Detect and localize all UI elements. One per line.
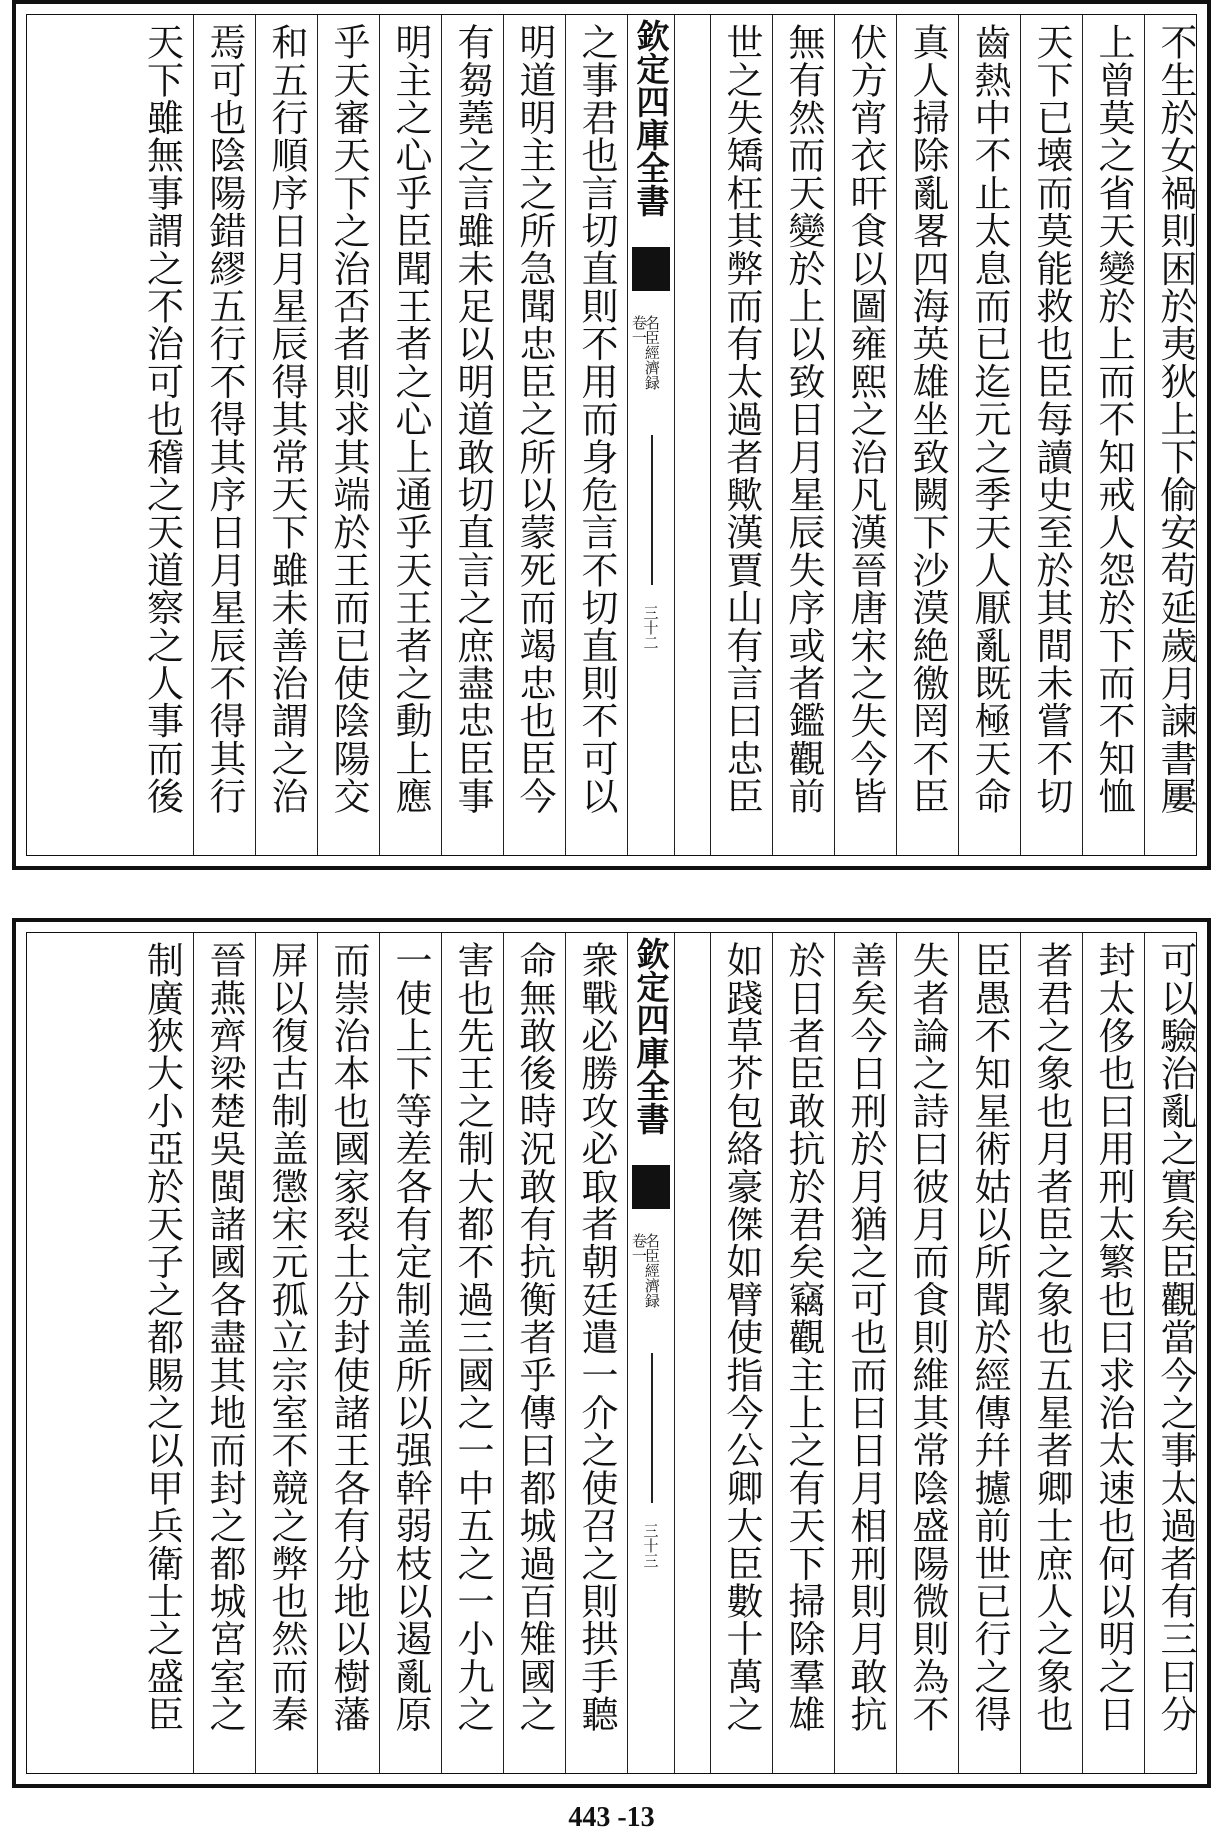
volume-label: 卷一 <box>629 1233 648 1263</box>
text-column <box>441 15 503 855</box>
center-spine <box>627 15 675 855</box>
lower-page-frame <box>26 932 1197 1774</box>
spine-divider <box>651 435 653 585</box>
text-column <box>255 15 317 855</box>
column-text: 明主之心乎臣聞王者之心上通乎天王者之動上應 <box>389 23 432 815</box>
text-column <box>503 933 565 1773</box>
text-column <box>317 15 379 855</box>
column-text: 制廣狹大小亞於天子之都賜之以甲兵衛士之盛臣 <box>140 941 184 1733</box>
page-number: 443 -13 <box>568 1802 655 1833</box>
spine-divider <box>651 1353 653 1503</box>
text-column <box>1020 15 1082 855</box>
text-column <box>565 15 627 855</box>
book-title: 名臣經濟録 <box>642 1233 661 1308</box>
column-text: 封太侈也曰用刑太繁也曰求治太速也何以明之日 <box>1092 941 1135 1733</box>
text-column <box>565 933 627 1773</box>
text-column <box>131 933 193 1773</box>
text-column <box>1020 933 1082 1773</box>
fish-tail-mark <box>632 1165 670 1209</box>
column-text: 天下已壊而莫能救也臣每讀史至於其間未嘗不切 <box>1030 23 1073 815</box>
text-column <box>896 933 958 1773</box>
column-text: 而崇治本也國家裂土分封使諸王各有分地以樹藩 <box>327 941 370 1733</box>
collection-title: 欽定四庫全書 <box>631 937 671 1135</box>
text-column <box>834 15 896 855</box>
text-column <box>193 15 255 855</box>
center-spine <box>627 933 675 1773</box>
text-column <box>896 15 958 855</box>
leaf-number: 三十三 <box>641 1523 660 1568</box>
text-column <box>441 933 503 1773</box>
text-column <box>379 15 441 855</box>
column-text: 不生於女禍則困於夷狄上下偷安苟延歲月諫書屢 <box>1154 23 1197 815</box>
text-column <box>379 933 441 1773</box>
text-column <box>772 933 834 1773</box>
upper-page <box>12 0 1211 870</box>
text-column <box>255 933 317 1773</box>
text-column <box>710 15 772 855</box>
column-text: 命無敢後時況敢有抗衡者乎傳曰都城過百雉國之 <box>513 941 556 1733</box>
column-text: 天下雖無事謂之不治可也稽之天道察之人事而後 <box>140 23 184 815</box>
text-column <box>1082 933 1144 1773</box>
column-text: 害也先王之制大都不過三國之一中五之一小九之 <box>451 941 494 1733</box>
text-column <box>317 933 379 1773</box>
text-column <box>710 933 772 1773</box>
text-column <box>958 933 1020 1773</box>
column-text: 世之失矯枉其弊而有太過者歟漢賈山有言曰忠臣 <box>720 23 763 815</box>
text-column <box>131 15 193 855</box>
text-column <box>193 933 255 1773</box>
book-title: 名臣經濟録 <box>642 315 661 390</box>
column-text: 可以驗治亂之實矣臣觀當今之事太過者有三曰分 <box>1154 941 1197 1733</box>
column-text: 真人掃除亂畧四海英雄坐致闕下沙漠絶徼罔不臣 <box>906 23 949 815</box>
column-text: 之事君也言切直則不用而身危言不切直則不可以 <box>575 23 618 815</box>
column-text: 如踐草芥包絡豪傑如臂使指今公卿大臣數十萬之 <box>720 941 763 1733</box>
volume-label: 卷一 <box>629 315 648 345</box>
text-column <box>1144 933 1206 1773</box>
column-text: 無有然而天變於上以致日月星辰失序或者鑑觀前 <box>782 23 825 815</box>
column-text: 明道明主之所急聞忠臣之所以蒙死而竭忠也臣今 <box>513 23 556 815</box>
collection-title: 欽定四庫全書 <box>631 19 671 217</box>
leaf-number: 三十二 <box>641 605 660 650</box>
column-text: 晉燕齊梁楚吳閩諸國各盡其地而封之都城宮室之 <box>203 941 246 1733</box>
column-text: 和五行順序日月星辰得其常天下雖未善治謂之治 <box>265 23 308 815</box>
column-text: 一使上下等差各有定制盖所以强幹弱枝以遏亂原 <box>389 941 432 1733</box>
column-text: 伏方宵衣旰食以圖雍熙之治凡漢晉唐宋之失今皆 <box>844 23 887 815</box>
column-text: 齒熱中不止太息而已迄元之季天人厭亂既極天命 <box>968 23 1011 815</box>
column-text: 者君之象也月者臣之象也五星者卿士庶人之象也 <box>1030 941 1073 1733</box>
column-text: 於日者臣敢抗於君矣竊觀主上之有天下掃除羣雄 <box>782 941 825 1733</box>
text-column <box>503 15 565 855</box>
text-column <box>1082 15 1144 855</box>
fish-tail-mark <box>632 247 670 291</box>
lower-page <box>12 918 1211 1788</box>
column-text: 衆戰必勝攻必取者朝廷遣一介之使召之則拱手聽 <box>575 941 618 1733</box>
column-text: 屏以復古制盖懲宋元孤立宗室不競之弊也然而秦 <box>265 941 308 1733</box>
column-text: 上曾莫之省天變於上而不知戒人怨於下而不知恤 <box>1092 23 1135 815</box>
column-text: 善矣今日刑於月猶之可也而曰日月相刑則月敢抗 <box>844 941 887 1733</box>
text-column <box>1144 15 1206 855</box>
text-column <box>958 15 1020 855</box>
column-text: 焉可也陰陽錯繆五行不得其序日月星辰不得其行 <box>203 23 246 815</box>
upper-page-frame <box>26 14 1197 856</box>
column-text: 失者論之詩曰彼月而食則維其常陰盛陽微則為不 <box>906 941 949 1733</box>
text-column <box>834 933 896 1773</box>
column-text: 臣愚不知星術姑以所聞於經傳幷攄前世已行之得 <box>968 941 1011 1733</box>
text-column <box>772 15 834 855</box>
column-text: 有芻蕘之言雖未足以明道敢切直言之庶盡忠臣事 <box>451 23 494 815</box>
column-text: 乎天審天下之治否者則求其端於王而已使陰陽交 <box>327 23 370 815</box>
